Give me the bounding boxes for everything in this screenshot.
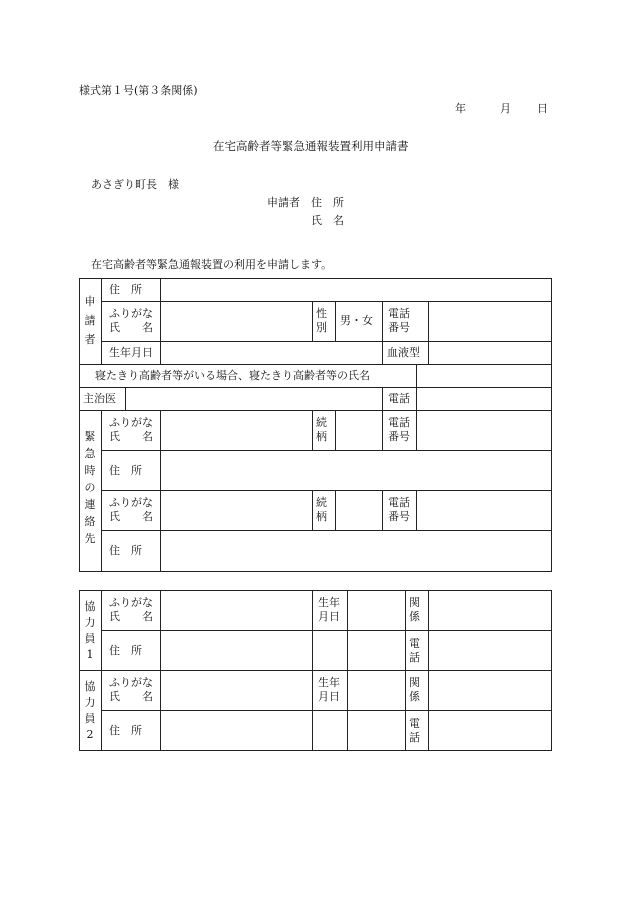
blood-type-label: 血液型 (387, 346, 420, 359)
date-day: 日 (537, 102, 548, 115)
applicant-name-label: 氏 名 (311, 214, 344, 227)
bedridden-label: 寝たきり高齢者等がいる場合、寝たきり高齢者等の氏名 (95, 369, 370, 382)
helper2-address-label: 住 所 (109, 724, 142, 737)
helper1-name-field[interactable] (161, 591, 311, 629)
date-month: 月 (500, 102, 511, 115)
doctor-field[interactable] (126, 388, 381, 409)
contact1-address-label: 住 所 (109, 464, 142, 477)
contact2-name-label: ふりがな 氏 名 (109, 496, 153, 523)
helper2-phone-field[interactable] (429, 711, 550, 750)
birthdate-field[interactable] (161, 342, 381, 363)
contact1-name-field[interactable] (161, 411, 311, 449)
helper2-name-label: ふりがな 氏 名 (109, 676, 153, 703)
helper1-relation-label: 関 係 (409, 596, 420, 623)
doctor-phone-label: 電話 (388, 392, 410, 405)
helper2-address-field[interactable] (161, 711, 311, 750)
helper1-name-label: ふりがな 氏 名 (109, 596, 153, 623)
contact1-relation-label: 続 柄 (316, 416, 327, 443)
name-label: ふりがな 氏 名 (109, 307, 153, 334)
helper1-address-field[interactable] (161, 631, 311, 669)
applicant-label: 申請者 (267, 196, 300, 209)
doctor-label: 主治医 (83, 392, 116, 405)
contact1-address-field[interactable] (161, 451, 550, 489)
helper1-birth-field[interactable] (348, 591, 404, 669)
contact2-relation-label: 続 柄 (316, 496, 327, 523)
addressee: あさぎり町長 様 (91, 178, 179, 191)
helper2-section-label: 協 力 員 2 (84, 680, 96, 741)
helper2-relation-label: 関 係 (409, 676, 420, 703)
birthdate-label: 生年月日 (109, 346, 153, 359)
contact2-address-field[interactable] (161, 531, 550, 571)
blood-type-field[interactable] (429, 342, 550, 363)
contact1-phone-field[interactable] (417, 411, 550, 449)
sex-option[interactable]: 男・女 (340, 314, 373, 327)
helper2-relation-field[interactable] (429, 671, 550, 709)
statement: 在宅高齢者等緊急通報装置の利用を申請します。 (91, 258, 333, 271)
sex-label: 性 別 (316, 307, 327, 334)
helper1-address-label: 住 所 (109, 644, 142, 657)
contact1-phone-label: 電話 番号 (388, 416, 410, 443)
contact2-phone-label: 電話 番号 (388, 496, 410, 523)
date-year: 年 (455, 102, 466, 115)
contact2-name-field[interactable] (161, 491, 311, 529)
helper2-birth-field[interactable] (348, 671, 404, 750)
contact1-relation-field[interactable] (336, 411, 381, 449)
helper1-section-label: 協 力 員 1 (84, 600, 96, 661)
helper2-name-field[interactable] (161, 671, 311, 709)
page-title: 在宅高齢者等緊急通報装置利用申請書 (213, 139, 409, 153)
contact2-relation-field[interactable] (336, 491, 381, 529)
helper2-birth-label: 生年 月日 (318, 676, 340, 703)
phone-label: 電話 番号 (388, 307, 410, 334)
emergency-section-label: 緊 急 時 の 連 絡 先 (84, 430, 96, 545)
bedridden-field[interactable] (417, 365, 550, 386)
address-field[interactable] (161, 279, 550, 300)
form-id: 様式第１号(第３条関係) (79, 84, 198, 97)
phone-field[interactable] (429, 302, 550, 340)
contact2-phone-field[interactable] (417, 491, 550, 529)
helper1-phone-label: 電 話 (409, 637, 420, 664)
helper2-phone-label: 電 話 (409, 717, 420, 744)
applicant-section-label: 申 請 者 (84, 295, 96, 346)
applicant-address-label: 住 所 (311, 196, 344, 209)
address-label: 住 所 (109, 283, 142, 296)
contact1-name-label: ふりがな 氏 名 (109, 416, 153, 443)
doctor-phone-field[interactable] (417, 388, 550, 409)
helper1-phone-field[interactable] (429, 631, 550, 669)
name-field[interactable] (161, 302, 311, 340)
helper1-relation-field[interactable] (429, 591, 550, 629)
helper1-birth-label: 生年 月日 (318, 596, 340, 623)
contact2-address-label: 住 所 (109, 544, 142, 557)
